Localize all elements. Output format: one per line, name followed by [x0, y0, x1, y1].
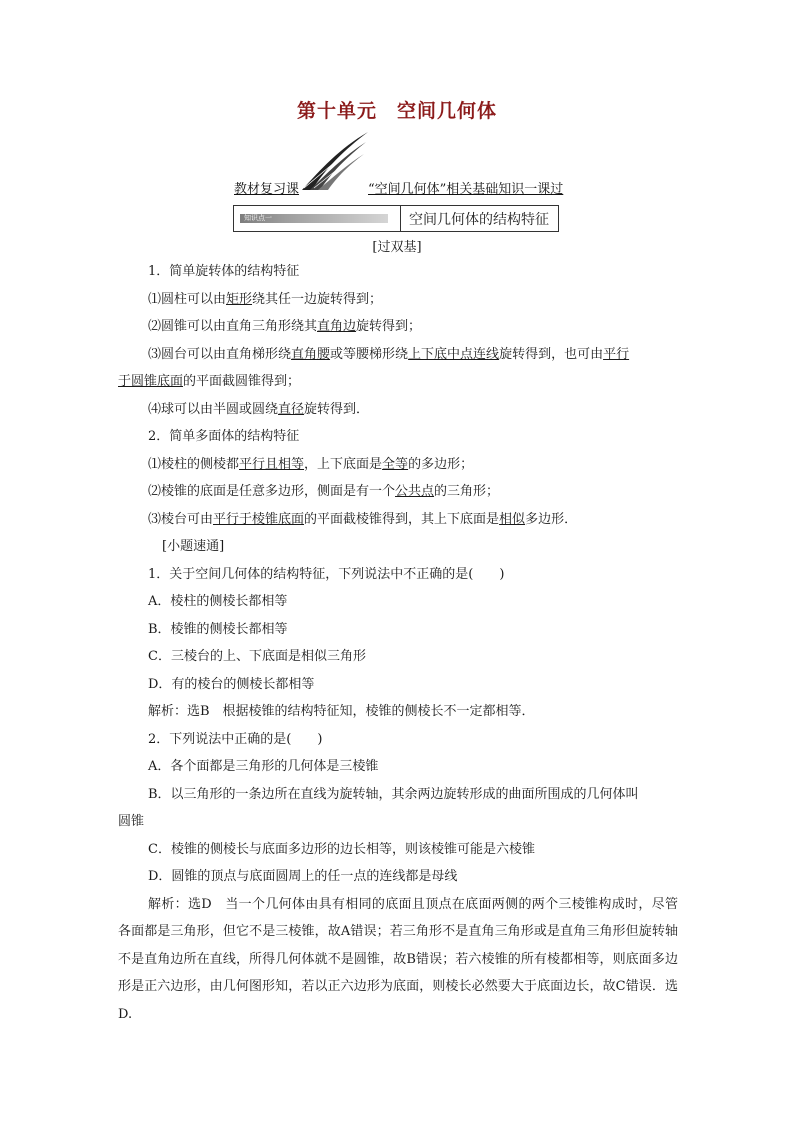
text-line: ⑴棱柱的侧棱都平行且相等，上下底面是全等的多边形；: [148, 456, 474, 472]
section-heading: 1．简单旋转体的结构特征: [148, 264, 300, 279]
knowledge-badge-area: [234, 206, 401, 231]
text-line: ⑵圆锥可以由直角三角形绕其直角边旋转得到；: [148, 319, 422, 334]
text-line: ⑶圆台可以由直角梯形绕直角腰或等腰梯形绕上下底中点连线旋转得到，也可由平行: [148, 346, 630, 362]
question-stem: 2．下列说法中正确的是( ): [148, 731, 323, 747]
text-line: 于圆锥底面的平面截圆锥得到；: [118, 374, 301, 389]
quick-practice-label: [小题速通]: [162, 539, 225, 554]
analysis: 解析：选B 根据棱锥的结构特征知，棱锥的侧棱长不一定都相等．: [148, 704, 535, 719]
analysis: 解析：选D 当一个几何体由具有相同的底面且顶点在底面两侧的两个三棱锥构成时，尽管各面都是三角形，但它不是三棱锥，故A错误；若三角形不是直角三角形或是直角三角形但旋转轴不是直角边所在直线，所得几何体就不是圆锥，故B错误；若六棱锥的所有棱都相等，则底面多边形是正六边形，由几何图形知，若以正六边形为底面，则棱长必然要大于底面边长，故C错误．选D.: [118, 896, 678, 1022]
option-b-continued: 圆锥: [118, 814, 145, 829]
knowledge-point-box: [233, 205, 559, 232]
text-line: ⑷球可以由半圆或圆绕直径旋转得到．: [148, 401, 370, 417]
option-b: B．以三角形的一条边所在直线为旋转轴，其余两边旋转形成的曲面所围成的几何体叫: [148, 786, 639, 802]
section-subtitle: [过双基]: [372, 240, 422, 255]
section-heading: 2．简单多面体的结构特征: [148, 429, 300, 444]
main-content: [118, 258, 678, 1028]
question-stem: 1．关于空间几何体的结构特征，下列说法中不正确的是( ): [148, 566, 505, 582]
option-c: C．棱锥的侧棱长与底面多边形的边长相等，则该棱锥可能是六棱锥: [148, 841, 535, 857]
text-line: ⑵棱锥的底面是任意多边形，侧面是有一个公共点的三角形；: [148, 484, 500, 499]
course-label: 教材复习课: [234, 182, 300, 197]
option-a: A．各个面都是三角形的几何体是三棱锥: [148, 759, 379, 774]
text-line: ⑶棱台可由平行于棱锥底面的平面截棱锥得到，其上下底面是相似多边形．: [148, 511, 578, 527]
option-d: D．有的棱台的侧棱长都相等: [148, 676, 315, 692]
option-c: C．三棱台的上、下底面是相似三角形: [148, 649, 366, 664]
text-line: ⑴圆柱可以由矩形绕其任一边旋转得到；: [148, 291, 383, 307]
swoosh-logo-icon: [300, 130, 370, 192]
option-a: A．棱柱的侧棱长都相等: [148, 594, 288, 609]
option-d: D．圆锥的顶点与底面圆周上的任一点的连线都是母线: [148, 869, 458, 884]
knowledge-title: 空间几何体的结构特征: [409, 211, 549, 228]
option-b: B．棱锥的侧棱长都相等: [148, 621, 288, 637]
page-title: 第十单元 空间几何体: [296, 100, 497, 122]
course-slogan: “空间几何体”相关基础知识一课过: [368, 182, 564, 197]
knowledge-badge: 知识点一: [240, 214, 388, 223]
